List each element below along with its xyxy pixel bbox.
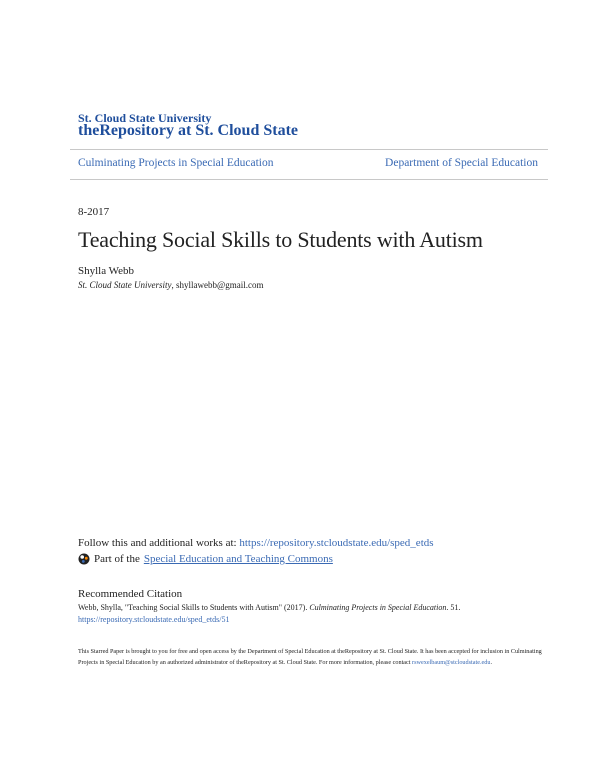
follow-text: Follow this and additional works at: [78,537,240,549]
notice-end: . [490,659,492,666]
commons-network-icon [78,553,90,565]
author-affiliation [78,280,264,290]
citation-series: Culminating Projects in Special Education [309,603,447,612]
citation-url-link[interactable]: https://repository.stcloudstate.edu/sped_etds/51 [78,615,230,624]
department-link[interactable]: Department of Special Education [385,157,538,169]
commons-link[interactable]: Special Education and Teaching Commons [143,553,333,565]
contact-email-link[interactable]: rswexelbaum@stcloudstate.edu [412,659,491,666]
university-name: St. Cloud State University [78,111,212,125]
top-divider [70,149,548,150]
paper-title: Teaching Social Skills to Students with Autism [78,227,483,252]
culminating-projects-link[interactable]: Culminating Projects in Special Education [78,157,274,169]
collection-url-link[interactable]: https://repository.stcloudstate.edu/sped_etds [239,537,434,549]
notice-text: This Starred Paper is brought to you for free and open access by the Department of Special Education at theRepository at St. Cloud State. It has been accepted for inclusion in Culminating Projects in Special Education by an authorized administrator of theRepository at St. Cloud State. For more information, please contact [78,648,542,666]
bottom-divider [70,179,548,180]
recommended-citation-heading: Recommended Citation [78,588,183,600]
part-of-text: Part of the [94,553,140,565]
author-name: Shylla Webb [78,265,135,277]
repository-name[interactable]: theRepository at St. Cloud State [78,122,298,139]
citation-body: Webb, Shylla, "Teaching Social Skills to Students with Autism" (2017). [78,603,308,612]
citation-number: . 51. [446,603,461,612]
part-of-line [78,553,333,565]
affiliation-email: , shyllawebb@gmail.com [171,280,264,290]
access-notice [78,646,548,668]
publication-date: 8-2017 [78,206,110,218]
affiliation-institution: St. Cloud State University [78,280,172,290]
citation-text [78,602,548,626]
follow-line [78,537,434,549]
